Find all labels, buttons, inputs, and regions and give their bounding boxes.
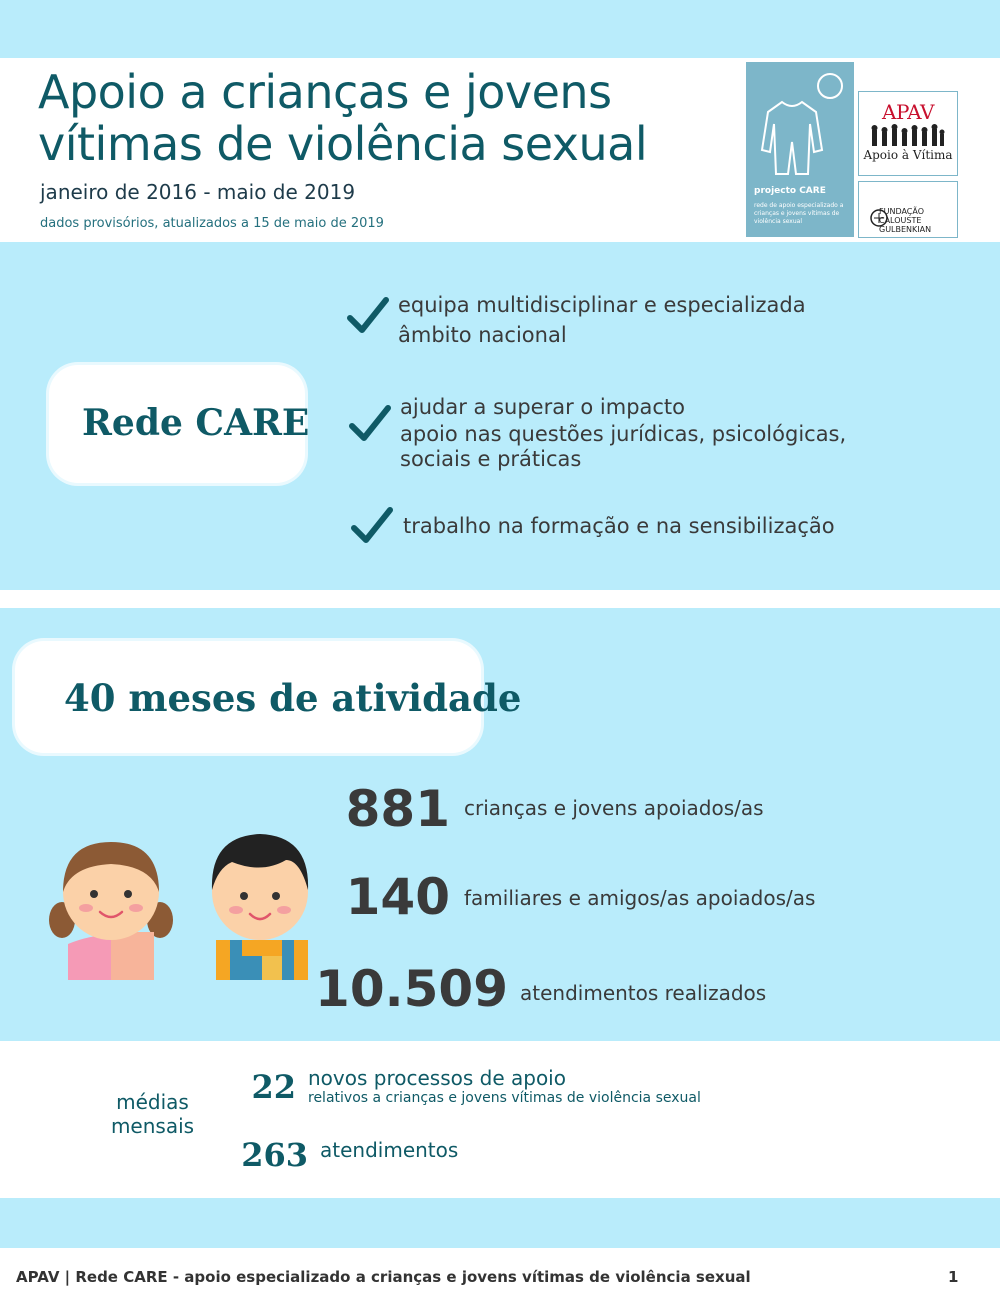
activity-title: 40 meses de atividade <box>64 676 522 720</box>
check-icon <box>346 296 390 336</box>
stat-value: 881 <box>345 780 450 838</box>
feature-1-line-1: equipa multidisciplinar e especializada <box>398 293 806 317</box>
care-logo-name: projecto CARE <box>754 186 826 196</box>
page-title <box>38 66 647 170</box>
title-line-1: Apoio a crianças e jovens <box>38 65 612 119</box>
data-note: dados provisórios, atualizados a 15 de maio de 2019 <box>40 216 384 231</box>
feature-3 <box>403 513 835 540</box>
apav-logo <box>858 91 958 176</box>
care-logo-subtitle: rede de apoio especializado a crianças e jovens vítimas de violência sexual <box>754 202 844 225</box>
check-icon <box>348 404 392 444</box>
check-icon <box>350 506 394 546</box>
feature-2-line-1: ajudar a superar o impacto <box>400 395 686 419</box>
monthly-label-line-1: médias <box>116 1090 189 1114</box>
onesie-icon <box>746 62 854 182</box>
monthly-averages-label <box>100 1090 205 1138</box>
footer-text: APAV | Rede CARE - apoio especializado a crianças e jovens vítimas de violência sexual <box>16 1268 751 1286</box>
page-number: 1 <box>948 1268 959 1286</box>
stat-label: familiares e amigos/as apoiados/as <box>464 886 816 910</box>
feature-2-line-2: apoio nas questões jurídicas, psicológicas, <box>400 422 847 446</box>
rede-care-title: Rede CARE <box>82 402 310 444</box>
feature-3-line-1: trabalho na formação e na sensibilização <box>403 514 835 538</box>
fcg-name: FUNDAÇÃO CALOUSTE GULBENKIAN <box>879 207 932 234</box>
girl-icon <box>46 820 176 980</box>
stat-label: crianças e jovens apoiados/as <box>464 796 764 820</box>
apav-brand: APAV <box>882 100 934 124</box>
monthly-label-line-2: mensais <box>110 1114 195 1138</box>
feature-2-line-3: sociais e práticas <box>400 447 582 471</box>
stat-label: atendimentos realizados <box>520 981 767 1005</box>
title-line-2: vítimas de violência sexual <box>38 117 648 171</box>
people-silhouettes-icon <box>868 124 948 146</box>
monthly-item-sublabel: relativos a crianças e jovens vítimas de violência sexual <box>308 1090 701 1106</box>
fcg-logo <box>858 181 958 238</box>
feature-1-line-2: âmbito nacional <box>398 323 567 347</box>
feature-1 <box>398 292 806 349</box>
feature-2 <box>400 394 846 473</box>
monthly-value: 22 <box>251 1068 296 1106</box>
monthly-item-label: novos processos de apoio <box>308 1066 566 1090</box>
boy-icon <box>202 820 322 980</box>
stat-value: 10.509 <box>315 960 508 1018</box>
apav-tagline: Apoio à Vítima <box>863 148 953 162</box>
care-logo <box>746 62 854 237</box>
monthly-value: 263 <box>241 1136 308 1174</box>
bottom-band <box>0 1198 1000 1248</box>
period-subtitle: janeiro de 2016 - maio de 2019 <box>40 180 356 204</box>
monthly-item-label: atendimentos <box>320 1138 459 1162</box>
stat-value: 140 <box>345 868 450 926</box>
top-band <box>0 0 1000 58</box>
